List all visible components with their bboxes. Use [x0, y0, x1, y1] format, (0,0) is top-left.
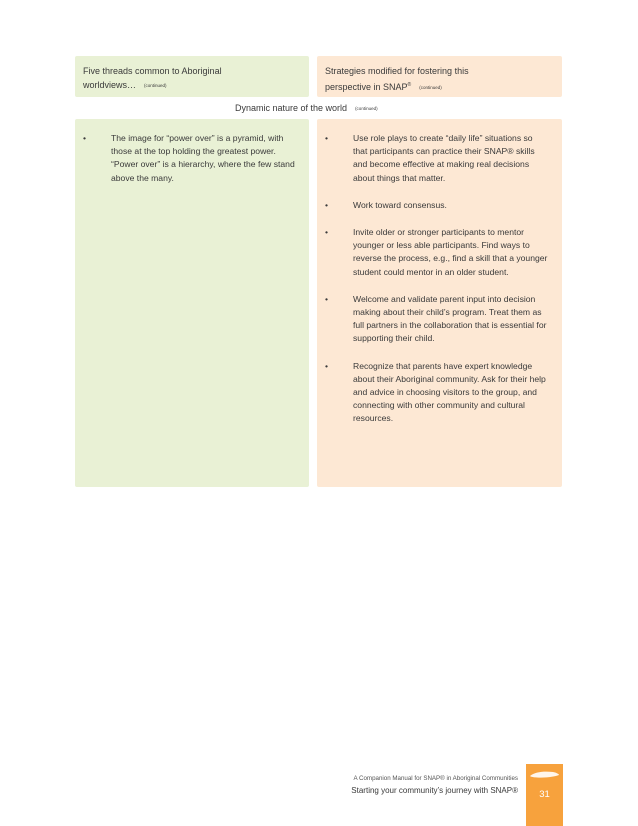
- right-bullet-item: [325, 360, 548, 426]
- right-column-header: [317, 56, 562, 97]
- left-header-line1: Five threads common to Aboriginal: [83, 66, 222, 76]
- bullet-text: Use role plays to create “daily life” situations so that participants can practice their SNAP® skills and become effective at making real decisions about things that matter.: [353, 133, 535, 183]
- bullet-text: Welcome and validate parent input into decision making about their child’s program. Treat them as full partners in the collaboration that is essential for supporting their child.: [353, 293, 547, 344]
- bullet-text: Invite older or stronger participants to mentor younger or less able participants. Find ways to reverse the process, e.g., find a skill that a younger student could mentor in an older student.: [353, 227, 548, 277]
- right-header-line1: Strategies modified for fostering this: [325, 66, 469, 76]
- bullet-text: Recognize that parents have expert knowledge about their Aboriginal community. Ask for their help and advice in choosing visitors to the group, and connecting with other community and cultural resources.: [353, 360, 546, 424]
- bullet-text: Work toward consensus.: [353, 199, 447, 210]
- right-header-line2: perspective in SNAP: [325, 81, 408, 92]
- right-header-line2-row: [325, 79, 554, 95]
- right-header-registered-mark: ®: [407, 81, 412, 88]
- right-header-continued: (continued): [419, 84, 442, 90]
- page-number: 31: [539, 789, 550, 800]
- left-column-body: [75, 119, 309, 487]
- bullet-marker: •: [325, 133, 329, 143]
- bullet-marker: •: [83, 133, 87, 143]
- left-header-continued: (continued): [144, 82, 167, 88]
- bullet-marker: •: [325, 199, 329, 210]
- left-bullet-item: [83, 132, 299, 185]
- left-header-line2-row: [83, 79, 301, 93]
- footer-subtitle: Starting your community’s journey with SNAP®: [351, 786, 518, 795]
- subheading-continued: (continued): [355, 106, 378, 111]
- right-bullet-item: [325, 226, 548, 279]
- bullet-marker: •: [325, 360, 329, 371]
- right-bullet-item: [325, 293, 548, 346]
- page-number-tab: [526, 764, 563, 826]
- feather-logo-icon: [529, 770, 560, 780]
- subheading-text: Dynamic nature of the world: [235, 103, 348, 113]
- bullet-text: The image for “power over” is a pyramid, with those at the top holding the greatest power. “Power over” is a hierarchy, where the few stand above the many.: [111, 133, 295, 183]
- bullet-marker: •: [325, 293, 329, 304]
- left-column-header: [75, 56, 309, 97]
- right-bullet-item: [325, 132, 548, 185]
- left-header-line2: worldviews…: [83, 79, 137, 90]
- bullet-marker: •: [325, 227, 329, 238]
- right-bullet-item: [325, 199, 548, 212]
- right-column-body: [317, 119, 562, 487]
- footer-manual-title: A Companion Manual for SNAP® in Aboriginal Communities: [353, 775, 518, 782]
- section-subheading: [235, 103, 378, 113]
